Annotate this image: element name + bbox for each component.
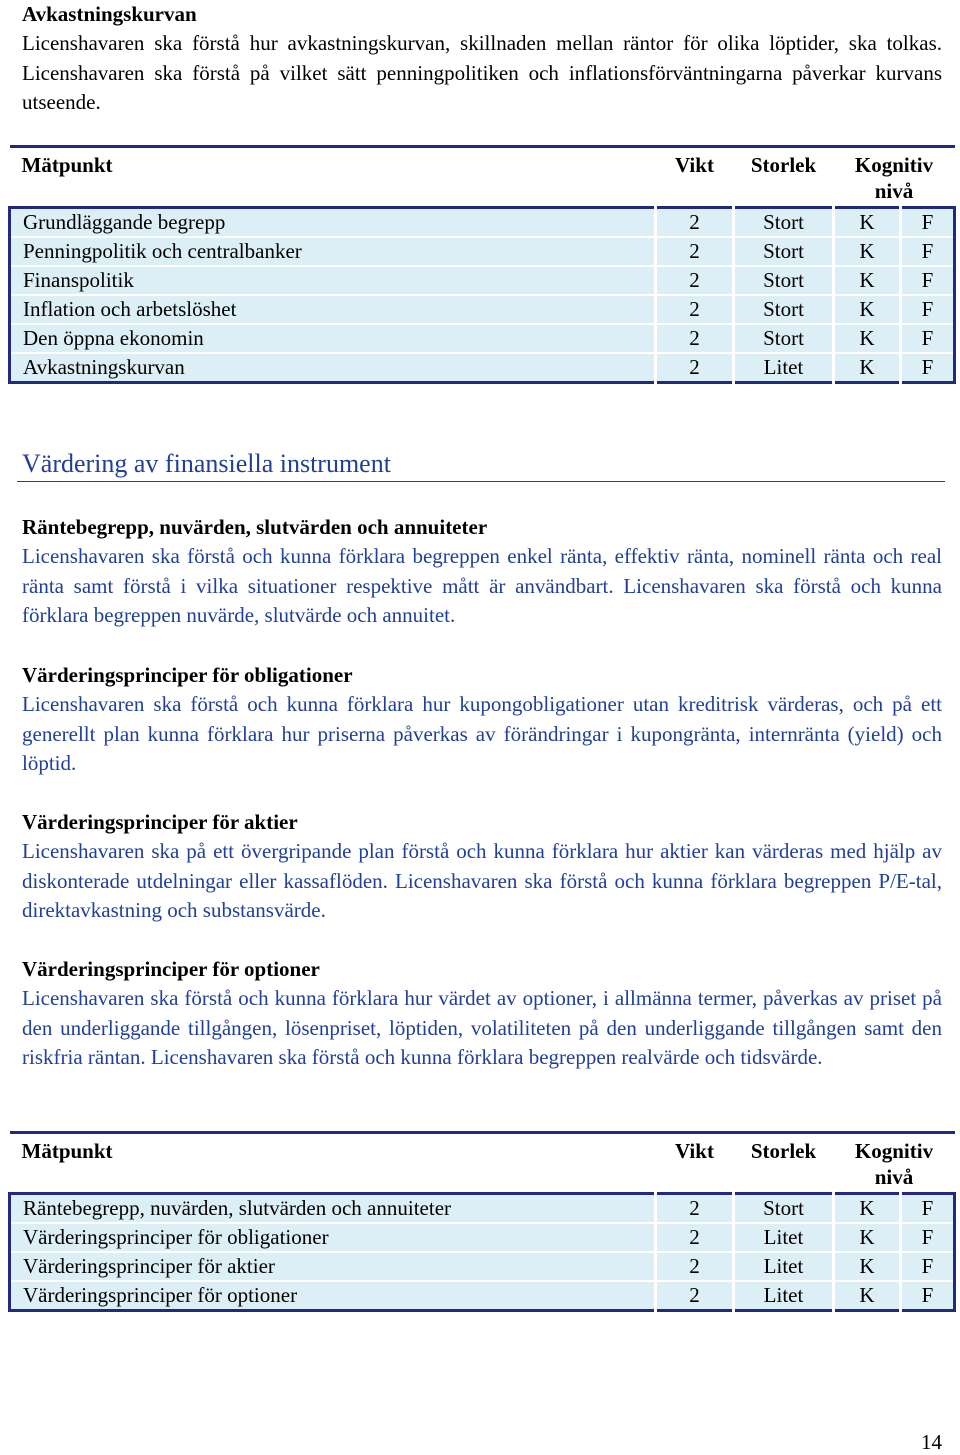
header-matpunkt: Mätpunkt (21, 153, 113, 177)
cell-storlek: Stort (734, 266, 834, 295)
cell-matpunkt: Den öppna ekonomin (10, 324, 656, 353)
paragraph-avkastningskurvan: Licenshavaren ska förstå hur avkastningskurvan, skillnaden mellan räntor för olika löptider, ska tolkas. Licenshavaren ska förstå på vilket sätt penningpolitiken och inflationsförväntningarna påverkar kurvans utseende. (22, 31, 942, 114)
header-vikt: Vikt (675, 153, 714, 177)
heading-obligationer: Värderingsprinciper för obligationer (22, 663, 353, 687)
cell-storlek: Stort (734, 295, 834, 324)
table-header-row (10, 147, 955, 208)
cell-storlek: Stort (734, 324, 834, 353)
cell-kognitiv-k: K (834, 1252, 901, 1281)
cell-vikt: 2 (656, 1252, 734, 1281)
cell-vikt: 2 (656, 1223, 734, 1252)
section-title-underline (17, 481, 945, 482)
cell-matpunkt: Värderingsprinciper för obligationer (10, 1223, 656, 1252)
table-header-row (10, 1133, 955, 1194)
header-vikt: Vikt (675, 1139, 714, 1163)
cell-vikt: 2 (656, 295, 734, 324)
cell-storlek: Litet (734, 353, 834, 383)
header-kognitiv-niva: Kognitiv nivå (854, 1139, 934, 1189)
cell-matpunkt: Räntebegrepp, nuvärden, slutvärden och annuiteter (10, 1194, 656, 1224)
cell-storlek: Stort (734, 237, 834, 266)
table-row (10, 1252, 955, 1281)
page-number: 14 (921, 1430, 942, 1454)
cell-kognitiv-k: K (834, 266, 901, 295)
cell-kognitiv-f: F (900, 324, 954, 353)
cell-vikt: 2 (656, 266, 734, 295)
cell-kognitiv-f: F (900, 295, 954, 324)
matpunkt-table-1 (8, 145, 956, 384)
table-row (10, 1281, 955, 1311)
header-kognitiv-niva: Kognitiv nivå (854, 153, 934, 203)
header-storlek: Storlek (750, 1139, 817, 1163)
table-row (10, 324, 955, 353)
cell-kognitiv-f: F (900, 208, 954, 238)
cell-storlek: Litet (734, 1223, 834, 1252)
heading-rantebegrepp: Räntebegrepp, nuvärden, slutvärden och annuiteter (22, 515, 488, 539)
cell-kognitiv-k: K (834, 1194, 901, 1224)
table-row (10, 266, 955, 295)
cell-kognitiv-f: F (900, 1281, 954, 1311)
paragraph-rantebegrepp: Licenshavaren ska förstå och kunna förklara begreppen enkel ränta, effektiv ränta, nominell ränta och real ränta samt förstå i vilka situationer respektive mått är användbart. Licenshavaren ska förstå och kunna förklara begreppen nuvärde, slutvärde och annuitet. (22, 544, 942, 627)
cell-vikt: 2 (656, 237, 734, 266)
header-storlek: Storlek (750, 153, 817, 177)
cell-matpunkt: Finanspolitik (10, 266, 656, 295)
cell-matpunkt: Penningpolitik och centralbanker (10, 237, 656, 266)
cell-vikt: 2 (656, 1194, 734, 1224)
matpunkt-table-2 (8, 1131, 956, 1312)
cell-kognitiv-f: F (900, 353, 954, 383)
cell-kognitiv-k: K (834, 295, 901, 324)
cell-kognitiv-k: K (834, 1223, 901, 1252)
heading-aktier: Värderingsprinciper för aktier (22, 810, 298, 834)
table-row (10, 208, 955, 238)
cell-storlek: Litet (734, 1281, 834, 1311)
table-row (10, 1223, 955, 1252)
cell-kognitiv-f: F (900, 1194, 954, 1224)
cell-vikt: 2 (656, 324, 734, 353)
cell-storlek: Stort (734, 208, 834, 238)
cell-matpunkt: Grundläggande begrepp (10, 208, 656, 238)
cell-kognitiv-f: F (900, 237, 954, 266)
table-row (10, 353, 955, 383)
section-title-vardering: Värdering av finansiella instrument (22, 449, 391, 478)
cell-kognitiv-k: K (834, 353, 901, 383)
cell-matpunkt: Inflation och arbetslöshet (10, 295, 656, 324)
cell-matpunkt: Värderingsprinciper för optioner (10, 1281, 656, 1311)
cell-kognitiv-k: K (834, 208, 901, 238)
cell-kognitiv-f: F (900, 266, 954, 295)
table-row (10, 1194, 955, 1224)
cell-kognitiv-k: K (834, 237, 901, 266)
cell-vikt: 2 (656, 208, 734, 238)
table-row (10, 295, 955, 324)
cell-storlek: Litet (734, 1252, 834, 1281)
heading-avkastningskurvan: Avkastningskurvan (22, 2, 197, 26)
cell-kognitiv-k: K (834, 324, 901, 353)
cell-kognitiv-k: K (834, 1281, 901, 1311)
paragraph-aktier: Licenshavaren ska på ett övergripande plan förstå och kunna förklara hur aktier kan värderas med hjälp av diskonterade utdelningar eller kassaflöden. Licenshavaren ska förstå och kunna förklara begreppen P/E-tal, direktavkastning och substansvärde. (22, 839, 942, 922)
cell-vikt: 2 (656, 353, 734, 383)
cell-matpunkt: Värderingsprinciper för aktier (10, 1252, 656, 1281)
cell-kognitiv-f: F (900, 1252, 954, 1281)
header-matpunkt: Mätpunkt (21, 1139, 113, 1163)
paragraph-obligationer: Licenshavaren ska förstå och kunna förklara hur kupongobligationer utan kreditrisk värderas, och på ett generellt plan kunna förklara hur priserna påverkas av förändringar i kupongränta, internränta (yield) och löptid. (22, 692, 942, 775)
cell-vikt: 2 (656, 1281, 734, 1311)
heading-optioner: Värderingsprinciper för optioner (22, 957, 320, 981)
paragraph-optioner: Licenshavaren ska förstå och kunna förklara hur värdet av optioner, i allmänna termer, påverkas av priset på den underliggande tillgången, lösenpriset, löptiden, volatiliteten på den underliggande tillgången samt den riskfria räntan. Licenshavaren ska förstå och kunna förklara begreppen realvärde och tidsvärde. (22, 986, 942, 1069)
cell-matpunkt: Avkastningskurvan (10, 353, 656, 383)
table-row (10, 237, 955, 266)
cell-kognitiv-f: F (900, 1223, 954, 1252)
cell-storlek: Stort (734, 1194, 834, 1224)
